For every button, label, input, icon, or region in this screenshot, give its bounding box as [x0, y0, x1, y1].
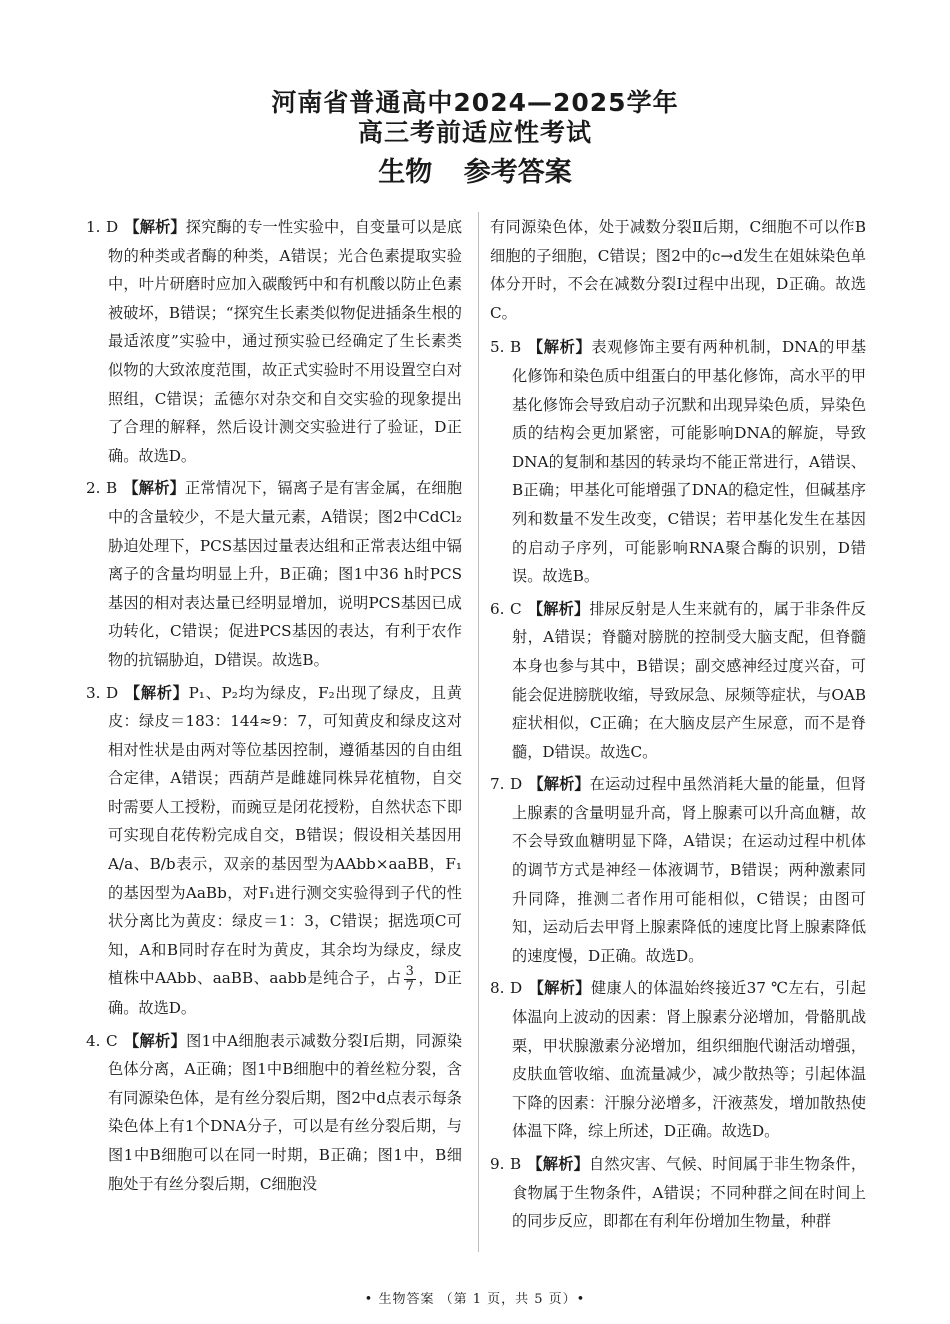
question-number: 3. [86, 683, 101, 702]
analysis-text: 自然灾害、气候、时间属于非生物条件，食物属于生物条件，A错误；不同种群之间在时间上的同步反应，即都在有利年份增加生物量，种群 [512, 1155, 867, 1231]
analysis-tag: 【解析】 [528, 979, 591, 998]
answer-item-7 [490, 770, 866, 970]
question-number: 7. [490, 775, 505, 794]
answer-letter: B [510, 1155, 522, 1173]
fraction-numerator: 3 [405, 963, 414, 979]
analysis-text: 在运动过程中虽然消耗大量的能量，但肾上腺素的含量明显升高，肾上腺素可以升高血糖，故不会导致血糖明显下降，A错误；在运动过程中机体的调节方式是神经－体液调节，B错误；两种激素同升同降，推测二者作用可能相似，C错误；由图可知，运动后去甲肾上腺素降低的速度比肾上腺素降低的速度慢，D正确。故选D。 [512, 775, 867, 965]
exam-title: 河南省普通高中2024—2025学年 [271, 88, 679, 117]
question-number: 9. [490, 1155, 505, 1173]
answer-item-5 [490, 333, 866, 590]
answer-item-1 [86, 213, 462, 470]
answer-item-2 [86, 474, 462, 674]
answer-letter: D [510, 775, 523, 794]
analysis-tag: 【解析】 [124, 218, 186, 236]
fraction-denominator: 7 [405, 978, 414, 994]
analysis-text: P₁、P₂均为绿皮，F₂出现了绿皮，且黄皮：绿皮＝183：144≈9：7，可知黄皮和绿皮这对相对性状是由两对等位基因控制，遵循基因的自由组合定律，A错误；西葫芦是雌雄同株异花植物，自交时需要人工授粉，而豌豆是闭花授粉，自然状态下即可实现自花传粉完成自交，B错误；假设相关基因用A/a、B/b表示，双亲的基因型为AAbb×aaBB，F₁的基因型为AaBb，对F₁进行测交实验得到子代的性状分离比为黄皮：绿皮＝1：3，C错误；据选项C可知，A和B同时存在时为黄皮，其余均为绿皮，绿皮植株中AAbb、aaBB、aabb是纯合子，占 [108, 683, 462, 988]
analysis-tag: 【解析】 [527, 338, 592, 357]
question-number: 6. [490, 599, 505, 618]
analysis-text: 图1中A细胞表示减数分裂Ⅰ后期，同源染色体分离，A正确；图1中B细胞中的着丝粒分裂，含有同源染色体，是有丝分裂后期，图2中d点表示每条染色体上有1个DNA分子，可以是有丝分裂后期，与图1中B细胞可以在同一时期，B正确；图1中，B细胞处于有丝分裂后期，C细胞没 [108, 1031, 463, 1193]
left-column [86, 213, 462, 1202]
analysis-text-end: ，D正确。故选D。 [108, 969, 462, 1017]
answer-item-9 [490, 1150, 866, 1236]
analysis-text: 健康人的体温始终接近37 ℃左右，引起体温向上波动的因素：肾上腺素分泌增加，骨骼肌战栗，甲状腺激素分泌增加，组织细胞代谢活动增强，皮肤血管收缩、血流量减少，减少散热等；引起体温下降的因素：汗腺分泌增多，汗液蒸发，增加散热使体温下降，综上所述，D正确。故选D。 [512, 979, 866, 1141]
answer-item-3 [86, 679, 462, 1023]
page-subtitle: 生物 参考答案 [378, 157, 572, 188]
question-number: 2. [86, 479, 101, 498]
question-number: 4. [86, 1031, 101, 1050]
column-divider [478, 212, 479, 1252]
analysis-tag: 【解析】 [528, 775, 590, 794]
analysis-text: 探究酶的专一性实验中，自变量可以是底物的种类或者酶的种类，A错误；光合色素提取实验中，叶片研磨时应加入碳酸钙中和有机酸以防止色素被破坏，B错误；“探究生长素类似物促进插条生根的最适浓度”实验中，通过预实验已经确定了生长素类似物的大致浓度范围，故正式实验时不用设置空白对照组，C错误；孟德尔对杂交和自交实验的现象提出了合理的解释，然后设计测交实验进行了验证，D正确。故选D。 [108, 218, 463, 465]
analysis-tag: 【解析】 [527, 599, 590, 618]
right-column [490, 213, 866, 1240]
answer-item-6 [490, 595, 866, 767]
answer-item-4 [86, 1027, 462, 1199]
exam-title-line2: 高三考前适应性考试 [357, 118, 592, 147]
analysis-tag: 【解析】 [123, 1031, 187, 1050]
question-number: 5. [490, 338, 505, 357]
answer-item-4-continued: 有同源染色体，处于减数分裂Ⅱ后期，C细胞不可以作B细胞的子细胞，C错误；图2中的c→d发生在姐妹染色单体分开时，不会在减数分裂Ⅰ过程中出现，D正确。故选C。 [490, 218, 866, 322]
analysis-tag: 【解析】 [527, 1155, 589, 1173]
answer-letter: C [510, 599, 522, 618]
question-number: 8. [490, 979, 505, 998]
analysis-text: 排尿反射是人生来就有的，属于非条件反射，A错误；脊髓对膀胱的控制受大脑支配，但脊髓本身也参与其中，B错误；副交感神经过度兴奋，可能会促进膀胱收缩，导致尿急、尿频等症状，与OAB症状相似，C正确；在大脑皮层产生尿意，而不是脊髓，D错误。故选C。 [512, 599, 867, 761]
analysis-tag: 【解析】 [124, 683, 189, 702]
answer-item-8 [490, 974, 866, 1146]
answer-letter: C [106, 1031, 118, 1050]
answer-letter: B [510, 338, 522, 357]
analysis-text: 表观修饰主要有两种机制，DNA的甲基化修饰和染色质中组蛋白的甲基化修饰，高水平的甲基化修饰会导致启动子沉默和出现异染色质，异染色质的结构会更加紧密，可能影响DNA的解旋，导致DNA的复制和基因的转录均不能正常进行，A错误、B正确；甲基化可能增强了DNA的稳定性，但碱基序列和数量不发生改变，C错误；若甲基化发生在基因的启动子序列，可能影响RNA聚合酶的识别，D错误。故选B。 [512, 338, 867, 586]
answer-letter: D [510, 979, 523, 998]
answer-letter: D [106, 218, 119, 236]
answer-letter: B [106, 479, 118, 498]
page-footer: • 生物答案 （第 1 页，共 5 页）• [364, 1292, 586, 1307]
analysis-text: 正常情况下，镉离子是有害金属，在细胞中的含量较少，不是大量元素，A错误；图2中CdCl₂胁迫处理下，PCS基因过量表达组和正常表达组中镉离子的含量均明显上升，B正确；图1中36 h时PCS基因的相对表达量已经明显增加，说明PCS基因已成功转化，C错误；促进PCS基因的表达，有利于农作物的抗镉胁迫，D错误。故选B。 [108, 479, 463, 669]
analysis-tag: 【解析】 [123, 479, 185, 498]
fraction [404, 965, 416, 994]
question-number: 1. [86, 218, 101, 236]
answer-letter: D [106, 683, 119, 702]
